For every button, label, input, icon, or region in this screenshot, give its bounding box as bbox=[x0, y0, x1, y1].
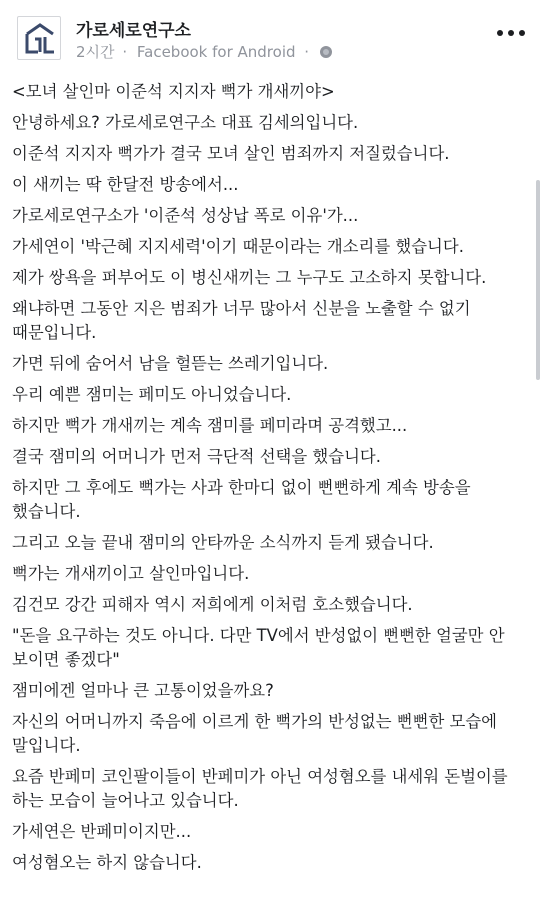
post-header bbox=[0, 0, 540, 76]
post-paragraph: 뻑가는 개새끼이고 살인마입니다. bbox=[12, 564, 250, 583]
post-paragraph: 우리 예쁜 잼미는 페미도 아니었습니다. bbox=[12, 385, 292, 404]
post-source: Facebook for Android bbox=[136, 43, 296, 61]
post-paragraph: 이준석 지지자 뻑가가 결국 모녀 살인 범죄까지 저질렀습니다. bbox=[12, 144, 450, 163]
page-avatar[interactable] bbox=[17, 16, 61, 60]
post-paragraph: <모녀 살인마 이준석 지지자 뻑가 개새끼야> bbox=[12, 82, 335, 101]
post-meta bbox=[76, 41, 332, 62]
post-paragraph: 자신의 어머니까지 죽음에 이르게 한 뻑가의 반성없는 뻔뻔한 모습에 말입니다. bbox=[12, 712, 498, 755]
post-paragraph: 김건모 강간 피해자 역시 저희에게 이처럼 호소했습니다. bbox=[12, 595, 413, 614]
post-paragraph: 하지만 뻑가 개새끼는 계속 잼미를 페미라며 공격했고... bbox=[12, 416, 408, 435]
meta-separator: · bbox=[122, 43, 128, 61]
post-paragraph: 하지만 그 후에도 뻑가는 사과 한마디 없이 뻔뻔하게 계속 방송을 했습니다. bbox=[12, 478, 471, 521]
post-paragraph: 그리고 오늘 끝내 잼미의 안타까운 소식까지 듣게 됐습니다. bbox=[12, 533, 434, 552]
post-paragraph: 가로세로연구소가 '이준석 성상납 폭로 이유'가... bbox=[12, 206, 359, 225]
post-paragraph: 가세연이 '박근혜 지지세력'이기 때문이라는 개소리를 했습니다. bbox=[12, 237, 464, 256]
post-paragraph: 가면 뒤에 숨어서 남을 헐뜯는 쓰레기입니다. bbox=[12, 354, 329, 373]
globe-icon bbox=[320, 46, 332, 58]
meta-separator-2: · bbox=[304, 43, 310, 61]
post-paragraph: 가세연은 반페미이지만... bbox=[12, 822, 192, 841]
page-name[interactable]: 가로세로연구소 bbox=[76, 21, 191, 41]
post-paragraph: 안녕하세요? 가로세로연구소 대표 김세의입니다. bbox=[12, 113, 359, 132]
post-time[interactable]: 2시간 bbox=[76, 43, 115, 61]
post-paragraph: 여성혐오는 하지 않습니다. bbox=[12, 853, 202, 872]
post-paragraph: 잼미에겐 얼마나 큰 고통이었을까요? bbox=[12, 681, 274, 700]
more-options-icon[interactable] bbox=[494, 22, 528, 44]
scrollbar[interactable] bbox=[536, 180, 540, 380]
post-paragraph: 제가 쌍욕을 퍼부어도 이 병신새끼는 그 누구도 고소하지 못합니다. bbox=[12, 268, 487, 287]
post-text bbox=[12, 80, 528, 882]
post-paragraph: "돈을 요구하는 것도 아니다. 다만 TV에서 반성없이 뻔뻔한 얼굴만 안 보이면 좋겠다" bbox=[12, 626, 505, 669]
post-paragraph: 요즘 반페미 코인팔이들이 반페미가 아닌 여성혐오를 내세워 돈벌이를 하는 모습이 늘어나고 있습니다. bbox=[12, 767, 508, 810]
page-logo-icon bbox=[18, 17, 62, 61]
post-paragraph: 결국 잼미의 어머니가 먼저 극단적 선택을 했습니다. bbox=[12, 447, 381, 466]
post-paragraph: 이 새끼는 딱 한달전 방송에서... bbox=[12, 175, 239, 194]
post-paragraph: 왜냐하면 그동안 지은 범죄가 너무 많아서 신분을 노출할 수 없기 때문입니다. bbox=[12, 299, 471, 342]
